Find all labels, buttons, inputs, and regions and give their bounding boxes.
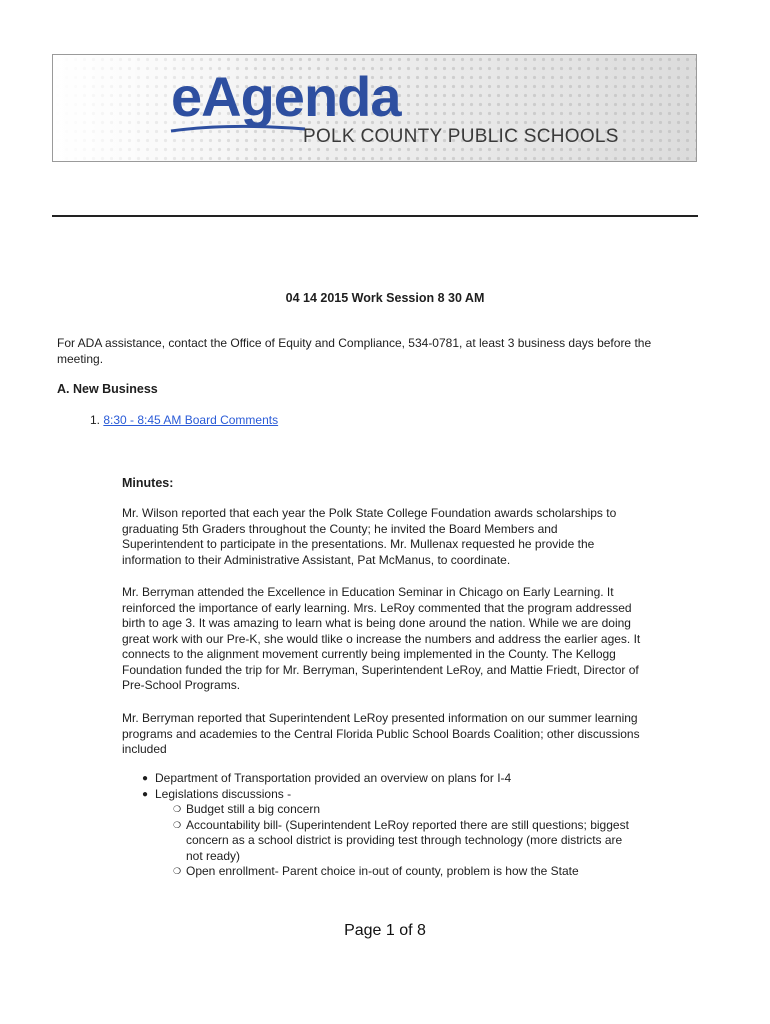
ada-notice: For ADA assistance, contact the Office of Equity and Compliance, 534-0781, at least 3 business days before the meeting. [57, 336, 652, 366]
hollow-bullet-icon: ❍ [173, 866, 182, 876]
minutes-paragraph: Mr. Wilson reported that each year the Polk State College Foundation awards scholarships to graduating 5th Graders throughout the County; he invited the Board Members and Superintendent to participate in the presentations. Mr. Mullenax requested he provide the information to their Administrative Assistant, Pat McManus, to coordinate. [122, 506, 617, 567]
minutes-paragraph: Mr. Berryman reported that Superintendent LeRoy presented information on our summer learning programs and academies to the Central Florida Public School Boards Coalition; other discussions included [122, 711, 640, 756]
page-number: Page 1 of 8 [344, 922, 426, 939]
sub-list-item-text: Accountability bill- (Superintendent LeRoy reported there are still questions; biggest concern as a school district is providing test through technology (more districts are not ready) [186, 817, 629, 863]
agenda-item [90, 413, 278, 427]
meeting-title: 04 14 2015 Work Session 8 30 AM [285, 291, 485, 305]
discussion-list [122, 771, 642, 880]
hollow-bullet-icon: ❍ [173, 804, 182, 814]
list-item [122, 787, 642, 880]
bullet-icon: ● [142, 773, 149, 784]
hollow-bullet-icon: ❍ [173, 819, 182, 830]
agenda-item-link[interactable]: 8:30 - 8:45 AM Board Comments [103, 413, 279, 427]
agenda-item-number: 1. [90, 413, 101, 427]
sub-list [155, 802, 642, 880]
eagenda-banner [52, 54, 697, 162]
minutes-heading: Minutes: [122, 476, 174, 490]
bullet-icon: ● [142, 788, 149, 800]
list-item-text: Legislations discussions - [155, 786, 292, 801]
district-name: POLK COUNTY PUBLIC SCHOOLS [303, 126, 619, 147]
sub-list-item-text: Budget still a big concern [186, 802, 321, 816]
minutes-paragraph: Mr. Berryman attended the Excellence in Education Seminar in Chicago on Early Learning. It reinforced the importance of early learning. Mrs. LeRoy commented that the program addressed birth to age 3. It was amazing to learn what is being done around the nation. While we are doing great work with our Pre-K, she would tlike o increase the numbers and address the earlier ages. It connects to the alignment movement currently being implemented in the County. The Kellogg Foundation funded the trip for Mr. Berryman, Superintendent LeRoy, and Mattie Friedt, Director of Pre-School Programs. [122, 585, 641, 692]
header-divider [52, 215, 698, 217]
sub-list-item [155, 802, 642, 818]
sub-list-item-text: Open enrollment- Parent choice in-out of county, problem is how the State [186, 864, 579, 878]
list-item-text: Department of Transportation provided an overview on plans for I-4 [155, 771, 512, 785]
section-heading: A. New Business [57, 382, 158, 396]
list-item [122, 771, 642, 787]
sub-list-item [155, 864, 642, 880]
eagenda-logo-text: eAgenda [171, 65, 401, 128]
sub-list-item [155, 818, 642, 865]
